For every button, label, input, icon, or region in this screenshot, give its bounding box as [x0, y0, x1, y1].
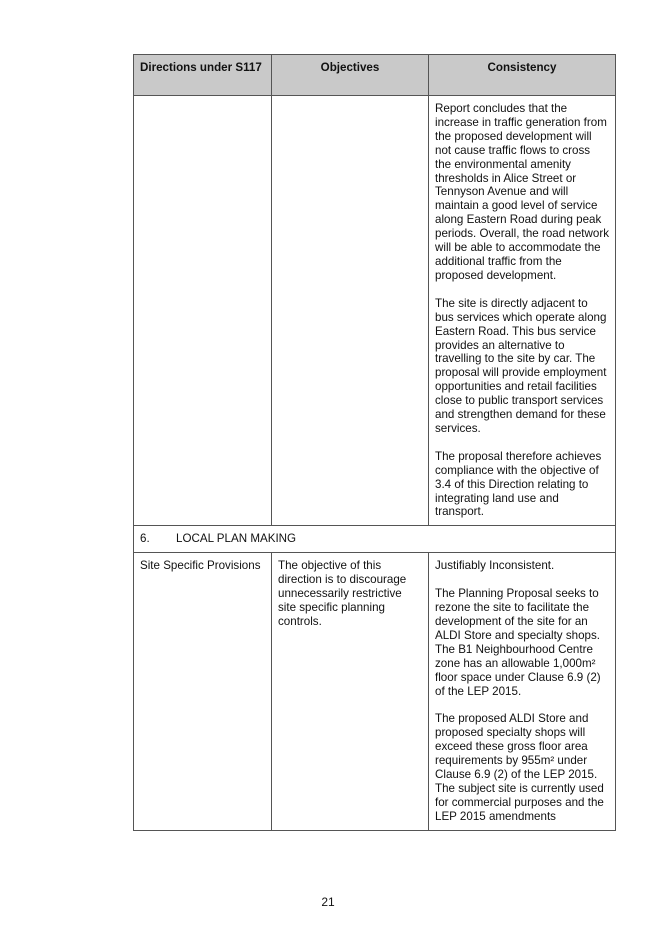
section-title: LOCAL PLAN MAKING [176, 532, 297, 546]
consistency-paragraph: Justifiably Inconsistent. [435, 559, 555, 573]
site-objective-cell: The objective of this direction is to discourage unnecessarily restrictive site specific planning controls. [272, 553, 429, 830]
table-header-row [134, 55, 616, 96]
continued-direction-cell [134, 96, 272, 526]
consistency-paragraph: The site is directly adjacent to bus services which operate along Eastern Road. This bus service provides an alternative to travelling to the site by car. The proposal will provide employment opportunities and retail facilities close to public transport services and strengthen demand for these services. [435, 296, 607, 435]
header-consistency: Consistency [429, 55, 616, 96]
section-row [134, 526, 616, 553]
continued-objective-cell [272, 96, 429, 526]
directions-table [133, 54, 616, 831]
header-objectives: Objectives [272, 55, 429, 96]
table-row-site-specific [134, 553, 616, 830]
section-number: 6. [140, 532, 150, 546]
site-consistency-cell [429, 553, 616, 830]
consistency-paragraph: The proposal therefore achieves compliance with the objective of 3.4 of this Direction relating to integrating land use and transport. [435, 449, 602, 519]
table-row-continued [134, 96, 616, 526]
consistency-paragraph: The Planning Proposal seeks to rezone the site to facilitate the development of the site for an ALDI Store and specialty shops. The B1 Neighbourhood Centre zone has an allowable 1,000m² floor space under Clause 6.9 (2) of the LEP 2015. [435, 587, 601, 698]
page-number: 21 [321, 895, 335, 909]
header-directions: Directions under S117 [134, 55, 272, 96]
continued-consistency-cell [429, 96, 616, 526]
section-heading [134, 526, 616, 553]
consistency-paragraph: The proposed ALDI Store and proposed specialty shops will exceed these gross floor area requirements by 955m² under Clause 6.9 (2) of the LEP 2015. The subject site is currently used for commercial purposes and the LEP 2015 amendments [435, 712, 604, 823]
site-direction-cell: Site Specific Provisions [134, 553, 272, 830]
consistency-paragraph: Report concludes that the increase in traffic generation from the proposed development will not cause traffic flows to cross the environmental amenity thresholds in Alice Street or Tennyson Avenue and will maintain a good level of service along Eastern Road during peak periods. Overall, the road network will be able to accommodate the additional traffic from the proposed development. [435, 102, 609, 282]
